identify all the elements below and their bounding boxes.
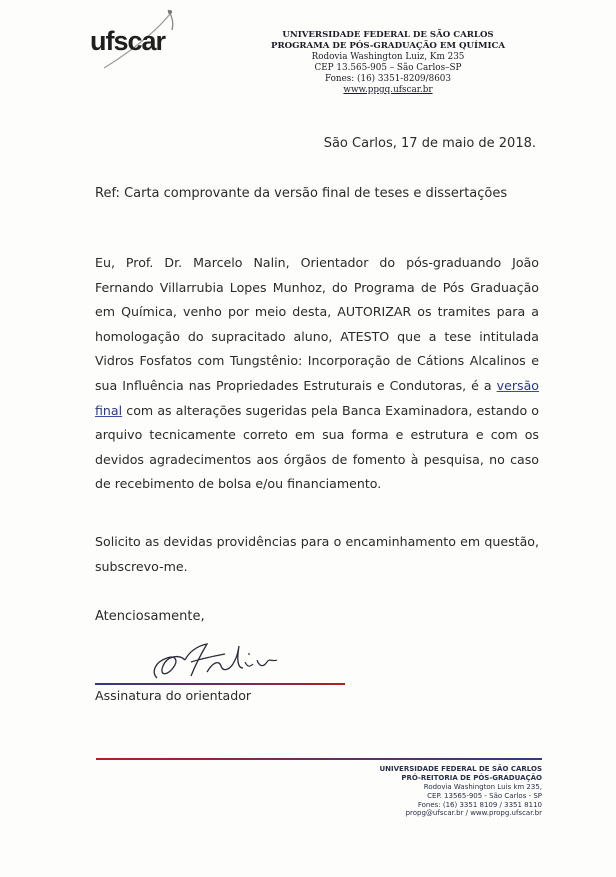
footer-contact-link[interactable]: propg@ufscar.br / www.propg.ufscar.br [405,809,542,818]
ufscar-logo [84,8,194,74]
footer-cep: CEP. 13565-905 - São Carlos - SP [427,791,542,800]
footer-institution: UNIVERSIDADE FEDERAL DE SÃO CARLOS [379,765,542,773]
body-part2: com as alterações sugeridas pela Banca Examinadora, estando o arquivo tecnicamente correto em sua forma e estrutura e com os devidos agradecimentos aos órgãos de fomento à pesquisa, no caso de recebimento de bolsa e/ou financiamento. [95,402,539,492]
header-website-link[interactable]: www.ppgq.ufscar.br [343,85,433,95]
letter-reference: Ref: Carta comprovante da versão final de teses e dissertações [95,186,508,201]
handwritten-signature [145,632,285,684]
letter-closing: Atenciosamente, [95,609,205,624]
body-part1: Eu, Prof. Dr. Marcelo Nalin, Orientador do pós-graduando João Fernando Villarrubia Lopes Munhoz, do Programa de Pós Graduação em Química, venho por meio desta, AUTORIZAR os tramites para a homologação do supracitado aluno, ATESTO que a tese intitulada Vidros Fosfatos com Tungstênio: Incorporação de Cátions Alcalinos e sua Influência nas Propriedades Estruturais e Condutoras, é a [95,255,539,393]
signature-label: Assinatura do orientador [95,688,252,703]
logo-wordmark: ufscar [90,26,166,56]
footer-block [379,765,542,818]
footer-divider [96,758,542,760]
signature-line [95,683,345,685]
footer-address: Rodovia Washington Luis km 235, [423,783,542,791]
header-phones: Fones: (16) 3351-8209/8603 [324,74,452,84]
header-address: Rodovia Washington Luiz, Km 235 [311,52,465,62]
program-name: PROGRAMA DE PÓS-GRADUAÇÃO EM QUÍMICA [270,41,506,51]
letter-request: Solicito as devidas providências para o encaminhamento em questão, subscrevo-me. [95,534,539,574]
footer-phones: Fones: (16) 3351 8109 / 3351 8110 [417,800,542,809]
letter-body [95,251,539,497]
letterhead [255,30,521,96]
letter-date: São Carlos, 17 de maio de 2018. [323,136,536,151]
header-cep: CEP 13.565-905 – São Carlos–SP [314,63,462,73]
footer-dept: PRÓ-REITORIA DE PÓS-GRADUAÇÃO [401,774,542,782]
versao-final-highlight: versão final [95,377,539,418]
institution-name: UNIVERSIDADE FEDERAL DE SÃO CARLOS [282,30,494,40]
